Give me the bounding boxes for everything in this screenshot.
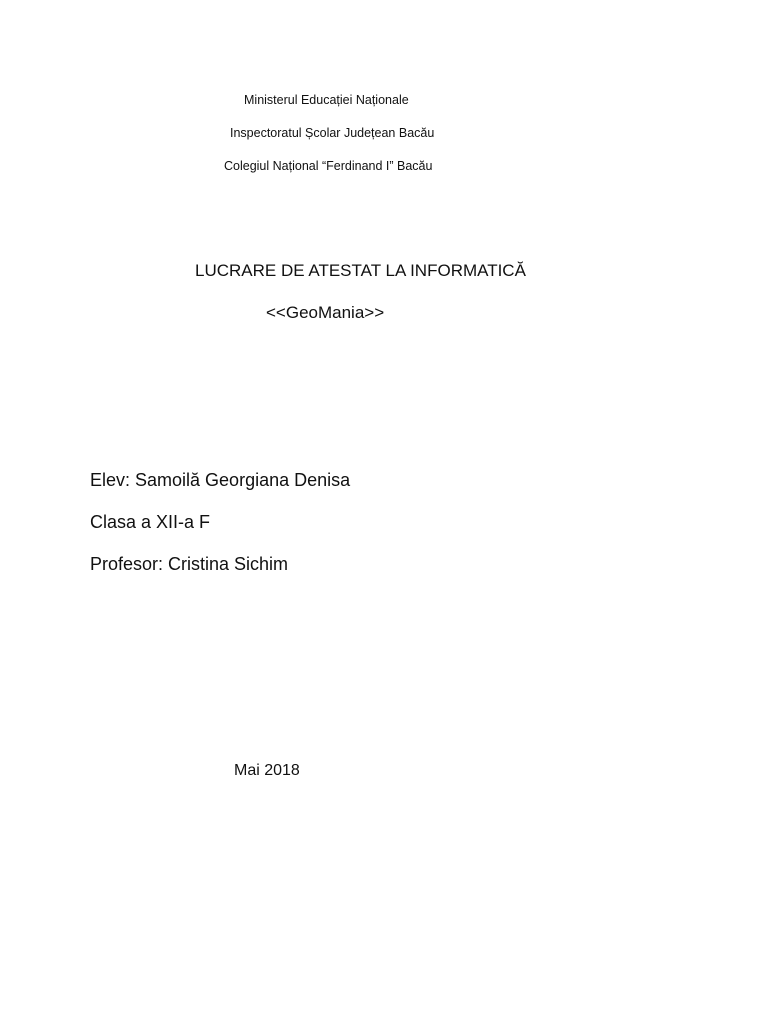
college-line: Colegiul Național “Ferdinand I” Bacău — [224, 159, 433, 173]
document-title: LUCRARE DE ATESTAT LA INFORMATICĂ — [195, 261, 526, 280]
inspectorate-line: Inspectoratul Școlar Județean Bacău — [230, 126, 435, 140]
project-name: <<GeoMania>> — [266, 303, 385, 322]
student-name: Elev: Samoilă Georgiana Denisa — [90, 470, 351, 490]
student-class: Clasa a XII-a F — [90, 512, 211, 532]
teacher-name: Profesor: Cristina Sichim — [90, 554, 289, 574]
document-date: Mai 2018 — [234, 762, 300, 779]
ministry-line: Ministerul Educației Naționale — [244, 93, 409, 107]
